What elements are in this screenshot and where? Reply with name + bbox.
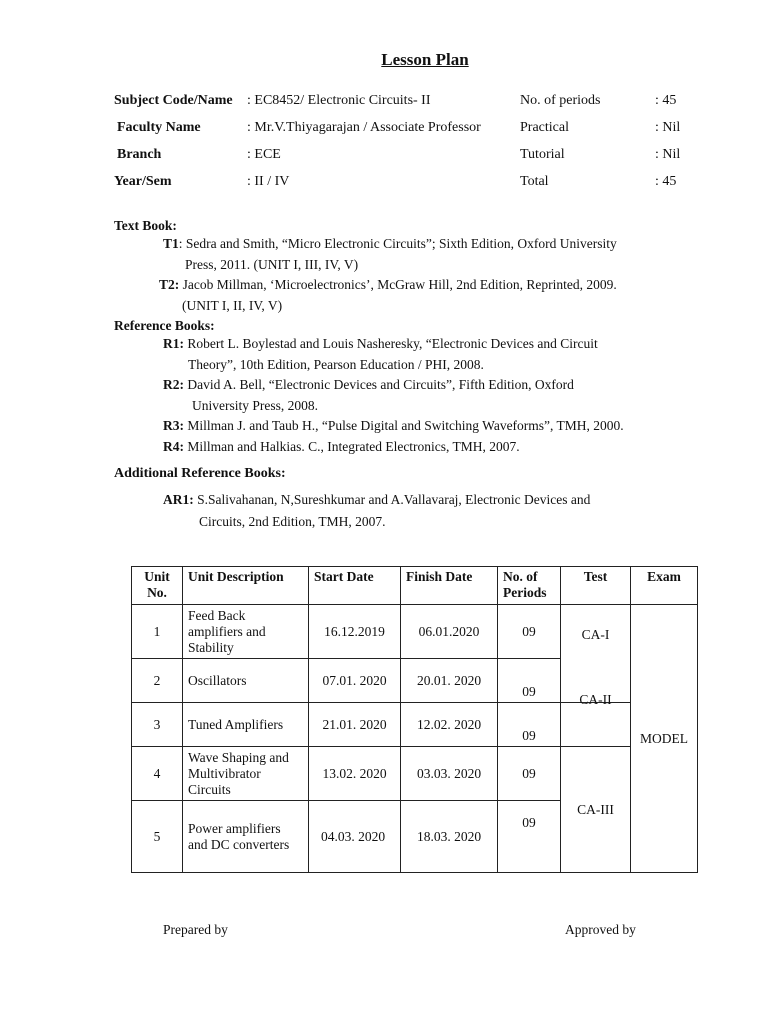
- cell-unit: 5: [132, 801, 183, 873]
- cell-start: 13.02. 2020: [309, 747, 401, 801]
- ref-tag: R1:: [163, 336, 184, 351]
- lesson-table: [131, 566, 698, 873]
- cell-description: Oscillators: [183, 659, 309, 703]
- ref-tag: T1: [163, 236, 179, 251]
- cell-unit: 1: [132, 605, 183, 659]
- table-header-row: [132, 567, 698, 605]
- reference-r1: [163, 336, 598, 352]
- cell-periods: 09: [498, 703, 561, 747]
- reference-r3: [163, 418, 624, 434]
- cell-test-ca1: CA-I: [561, 605, 631, 703]
- cell-unit: 2: [132, 659, 183, 703]
- ref-tag: R3:: [163, 418, 184, 433]
- cell-description: Wave Shaping and Multivibrator Circuits: [183, 747, 309, 801]
- ref-line1: Millman and Halkias. C., Integrated Electronics, TMH, 2007.: [184, 439, 520, 454]
- text-book-t2: [159, 277, 617, 293]
- meta-value-subject: : EC8452/ Electronic Circuits- II: [247, 93, 431, 108]
- table-row: [132, 703, 698, 747]
- cell-finish: 03.03. 2020: [401, 747, 498, 801]
- meta-key-total: Total: [520, 174, 549, 189]
- cell-periods: 09: [498, 747, 561, 801]
- col-header-unit: Unit No.: [132, 567, 183, 605]
- col-header-finish: Finish Date: [401, 567, 498, 605]
- cell-finish: 18.03. 2020: [401, 801, 498, 873]
- cell-start: 07.01. 2020: [309, 659, 401, 703]
- ref-tag: R2:: [163, 377, 184, 392]
- col-header-description: Unit Description: [183, 567, 309, 605]
- cell-start: 04.03. 2020: [309, 801, 401, 873]
- meta-label-yearsem: Year/Sem: [114, 174, 172, 189]
- cell-periods: 09: [498, 659, 561, 703]
- meta-key-periods: No. of periods: [520, 93, 601, 108]
- meta-key-practical: Practical: [520, 120, 569, 135]
- test-ca2-label: CA-II: [579, 692, 612, 707]
- cell-finish: 06.01.2020: [401, 605, 498, 659]
- text-book-t1-cont: Press, 2011. (UNIT I, III, IV, V): [185, 257, 359, 272]
- cell-description: Power amplifiers and DC converters: [183, 801, 309, 873]
- cell-unit: 3: [132, 703, 183, 747]
- meta-label-branch: Branch: [117, 147, 162, 162]
- additional-reference-heading: Additional Reference Books:: [114, 466, 286, 481]
- text-book-t2-cont: (UNIT I, II, IV, V): [182, 298, 283, 313]
- meta-kval-periods: : 45: [655, 93, 677, 108]
- cell-start: 21.01. 2020: [309, 703, 401, 747]
- meta-value-faculty: : Mr.V.Thiyagarajan / Associate Professor: [247, 120, 481, 135]
- cell-finish: 20.01. 2020: [401, 659, 498, 703]
- cell-periods: 09: [498, 801, 561, 873]
- table-row: [132, 605, 698, 659]
- reference-r1-cont: Theory”, 10th Edition, Pearson Education / PHI, 2008.: [188, 357, 484, 372]
- cell-test-ca3: CA-III: [561, 747, 631, 873]
- prepared-by: Prepared by: [163, 922, 228, 937]
- reference-r4: [163, 439, 520, 455]
- approved-by: Approved by: [565, 922, 636, 937]
- ref-line1: Sedra and Smith, “Micro Electronic Circuits”; Sixth Edition, Oxford University: [182, 236, 617, 251]
- col-header-test: Test: [561, 567, 631, 605]
- col-header-periods: No. of Periods: [498, 567, 561, 605]
- ref-line1: David A. Bell, “Electronic Devices and Circuits”, Fifth Edition, Oxford: [184, 377, 574, 392]
- additional-reference-ar1: [163, 492, 590, 508]
- ref-line1: Millman J. and Taub H., “Pulse Digital and Switching Waveforms”, TMH, 2000.: [184, 418, 624, 433]
- cell-finish: 12.02. 2020: [401, 703, 498, 747]
- cell-periods: 09: [498, 605, 561, 659]
- cell-test-ca2: [561, 692, 631, 747]
- ref-tag: R4:: [163, 439, 184, 454]
- cell-exam: MODEL: [631, 605, 698, 873]
- cell-description: Feed Back amplifiers and Stability: [183, 605, 309, 659]
- meta-kval-total: : 45: [655, 174, 677, 189]
- page-title: Lesson Plan: [381, 50, 469, 69]
- cell-start: 16.12.2019: [309, 605, 401, 659]
- col-header-start: Start Date: [309, 567, 401, 605]
- text-book-t1: [163, 236, 617, 252]
- meta-label-subject: Subject Code/Name: [114, 93, 233, 108]
- additional-reference-ar1-cont: Circuits, 2nd Edition, TMH, 2007.: [199, 514, 386, 529]
- text-book-heading: Text Book:: [114, 218, 177, 233]
- reference-r2-cont: University Press, 2008.: [192, 398, 318, 413]
- meta-value-yearsem: : II / IV: [247, 174, 290, 189]
- meta-kval-practical: : Nil: [655, 120, 681, 135]
- ref-tag: T2:: [159, 277, 180, 292]
- cell-description: Tuned Amplifiers: [183, 703, 309, 747]
- ref-line1: S.Salivahanan, N,Sureshkumar and A.Vallavaraj, Electronic Devices and: [193, 492, 591, 507]
- meta-value-branch: : ECE: [247, 147, 281, 162]
- table-row: [132, 747, 698, 801]
- cell-unit: 4: [132, 747, 183, 801]
- meta-label-faculty: Faculty Name: [117, 120, 201, 135]
- meta-key-tutorial: Tutorial: [520, 147, 565, 162]
- reference-books-heading: Reference Books:: [114, 318, 215, 333]
- ref-tag: AR1:: [163, 492, 194, 507]
- meta-kval-tutorial: : Nil: [655, 147, 681, 162]
- ref-line1: Robert L. Boylestad and Louis Nasheresky, “Electronic Devices and Circuit: [184, 336, 598, 351]
- ref-sep: :: [178, 236, 183, 251]
- ref-line1: Jacob Millman, ‘Microelectronics’, McGraw Hill, 2nd Edition, Reprinted, 2009.: [179, 277, 617, 292]
- reference-r2: [163, 377, 574, 393]
- col-header-exam: Exam: [631, 567, 698, 605]
